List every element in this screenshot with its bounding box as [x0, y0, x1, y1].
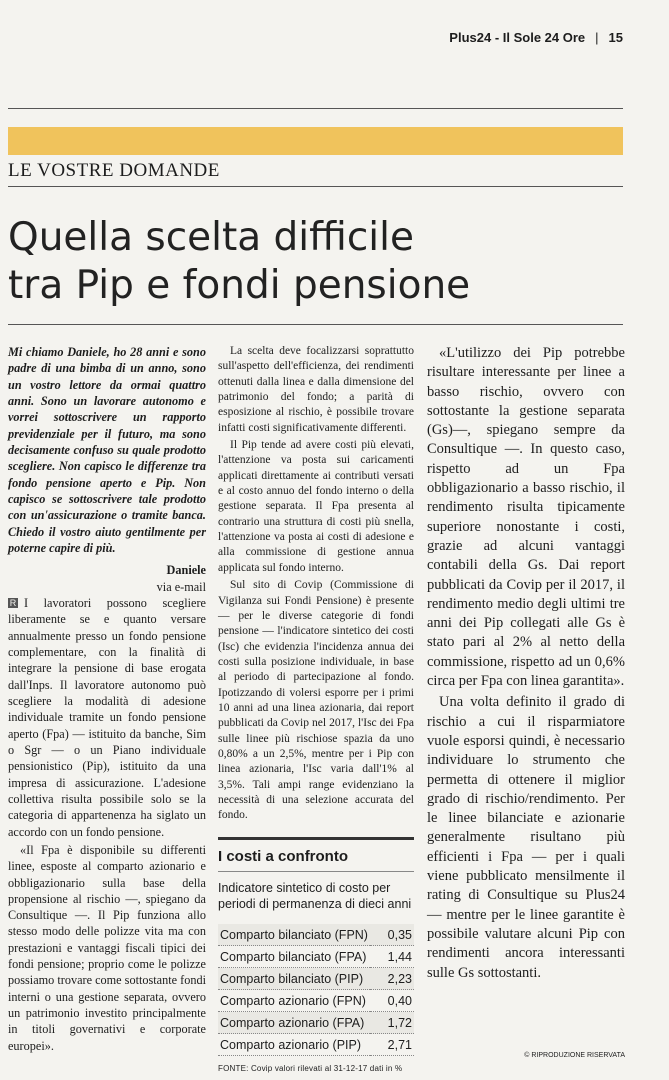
- answer-marker-icon: R: [9, 597, 17, 608]
- headline-line-1: Quella scelta difficile: [8, 215, 414, 260]
- answer-paragraph-5: Sul sito di Covip (Commissione di Vigilanza sui Fondi Pensione) è presente — per le diverse categorie di fondi pensione — l'indicatore sintetico dei costi (Isc) che evidenzia l'incidenza annua dei costi sulla posizione individuale, in base al periodo di partecipazione al fondo. Ipotizzando di volersi esporre per i primi 10 anni ad una linea azionaria, dai report pubblicati da Covip nel 2017, l'Isc dei Fpa sulle linee più rischiose spazia da uno 0,80% a un 2,5%, mentre per i Pip con linea azionaria, l'Isc varia dall'1% al 3,5%. Tali ampi range evidenziano la necessità di una selezione accurata del fondo.: [218, 579, 414, 822]
- answer-paragraph-1: [8, 595, 206, 840]
- table-row: [218, 990, 414, 1012]
- letter-via: via e-mail: [156, 579, 206, 594]
- box-subtitle: Indicatore sintetico di costo per periodi di permanenza di dieci anni: [218, 881, 412, 911]
- section-rule: [8, 186, 623, 187]
- row-label: Comparto azionario (PIP): [218, 1034, 370, 1056]
- table-row: [218, 968, 414, 990]
- row-label: Comparto bilanciato (FPA): [218, 946, 370, 968]
- table-row: [218, 946, 414, 968]
- column-1: [8, 344, 206, 1056]
- row-value: 1,72: [370, 1012, 414, 1034]
- row-value: 1,44: [370, 946, 414, 968]
- answer-paragraph-4: Il Pip tende ad avere costi più elevati, l'attenzione va posta sui caricamenti applicati direttamente ai contributi versati e al costo annuo del fondo interno o della gestione separata. Il Fpa presenta al contrario una struttura di costi più snella, l'attenzione va posta ai costi di adesione e alla commissione di gestione annua applicata sul fondo interno.: [218, 439, 414, 574]
- box-title: I costi a confronto: [218, 840, 414, 872]
- publication-name: Plus24 - Il Sole 24 Ore: [449, 30, 586, 45]
- letter-author: Daniele: [166, 563, 206, 578]
- table-row: [218, 1034, 414, 1056]
- answer-paragraph-7: Una volta definito il grado di rischio a cui il risparmiatore vuole esporsi quindi, è necessario individuare lo strumento che permetta di ottenere il miglior grado di rischio/rendimento. Per le linee bilanciate e azionarie generalmente risultano più efficienti i Fpa — per i quali viene pubblicato mensilmente il rating di Consultique su Plus24 — mentre per le linee garantite è possibile valutare alcuni Pip con rendimenti ancora interessanti sulle Gs sottostanti.: [427, 694, 625, 981]
- article-headline: [8, 214, 628, 310]
- row-label: Comparto azionario (FPA): [218, 1012, 370, 1034]
- row-value: 0,40: [370, 990, 414, 1012]
- copyright-note: © RIPRODUZIONE RISERVATA: [524, 1052, 625, 1059]
- answer-text-1: I lavoratori possono scegliere liberamente se e quanto versare annualmente presso un fondo pensione complementare, con la finalità di integrare la pensione di base erogata dall'Inps. Il lavoratore autonomo può scegliere la modalità di adesione individuale tramite un fondo pensione aperto (Fpa) — istituito da banche, Sim o Sgr — o un Piano individuale pensionistico (Pip), istituito da una impresa di assicurazione. L'adesione collettiva risulta possibile solo se la categoria di appartenenza ha siglato un accordo con un fondo pensione.: [8, 595, 206, 839]
- header-separator: |: [595, 30, 599, 45]
- answer-paragraph-6: «L'utilizzo dei Pip potrebbe risultare interessante per linee a basso rischio, ovvero con sottostante la gestione separata (Gs)—, spiegano sempre da Consultique —. In questo caso, rispetto ad un Fpa obbligazionario a basso rischio, il rendimento risulta tipicamente superiore nonostante i costi, grazie ad alcuni vantaggi contabili della Gs. Dai report pubblicati da Covip per il 2017, il rendimento medio degli ultimi tre anni dei Pip collegati alle Gs è stato pari al 2% al netto della commissione, rispetto ad un 0,6% circa per Fpa con linea garantita».: [427, 345, 625, 690]
- table-row: [218, 1012, 414, 1034]
- box-source: FONTE: Covip valori rilevati al 31-12-17 dati in %: [218, 1064, 403, 1073]
- headline-rule: [8, 324, 623, 325]
- row-value: 2,71: [370, 1034, 414, 1056]
- reader-letter: Mi chiamo Daniele, ho 28 anni e sono padre di una bimba di un anno, sono un vostro lettore da ormai quattro anni. Sono un lavorare autonomo e vorrei sottoscrivere un rapporto previdenziale per il futuro, ma sono decisamente confuso su quale prodotto scegliere. Non capisco le differenze tra fondo pensione aperto e Pip. Non capisco se sottoscrivere tale prodotto con un'assicurazione o tramite banca. Chiedo il vostro aiuto gentilmente per poterne capire di più.: [8, 345, 206, 555]
- costs-comparison-box: [218, 837, 414, 1073]
- accent-band: [8, 127, 623, 155]
- top-rule: [8, 108, 623, 109]
- costs-table: [218, 924, 414, 1056]
- letter-signature: [8, 562, 206, 595]
- page-header: [449, 30, 623, 45]
- page-number: 15: [608, 30, 623, 45]
- column-3: [427, 344, 625, 985]
- answer-paragraph-3: La scelta deve focalizzarsi soprattutto sull'aspetto dell'efficienza, dei rendimenti ottenuti dalla linea e dalla dimensione del patrimonio del fondo; a parità di esposizione al rischio, è possibile trovare infatti costi significativamente differenti.: [218, 345, 414, 434]
- column-2: [218, 344, 414, 826]
- row-value: 2,23: [370, 968, 414, 990]
- row-label: Comparto bilanciato (PIP): [218, 968, 370, 990]
- row-label: Comparto azionario (FPN): [218, 990, 370, 1012]
- row-label: Comparto bilanciato (FPN): [218, 924, 370, 946]
- section-label: LE VOSTRE DOMANDE: [8, 160, 220, 181]
- table-row: [218, 924, 414, 946]
- answer-paragraph-2a: «Il Fpa è disponibile su differenti linee, esposte al comparto azionario e obbligazionario sulla base della propensione al rischio —, spiegano da Consultique —. Il Pip funziona allo stesso modo delle polizze vita ma con prestazioni e vantaggi fiscali tipici dei fondi pensione; proprio come le polizze possiamo trovare come sottostante fondi interni o una gestione separata, ovvero un patrimonio investito principalmente in titoli governativi e corporate europei».: [8, 842, 206, 1053]
- headline-line-2: tra Pip e fondi pensione: [8, 263, 471, 308]
- row-value: 0,35: [370, 924, 414, 946]
